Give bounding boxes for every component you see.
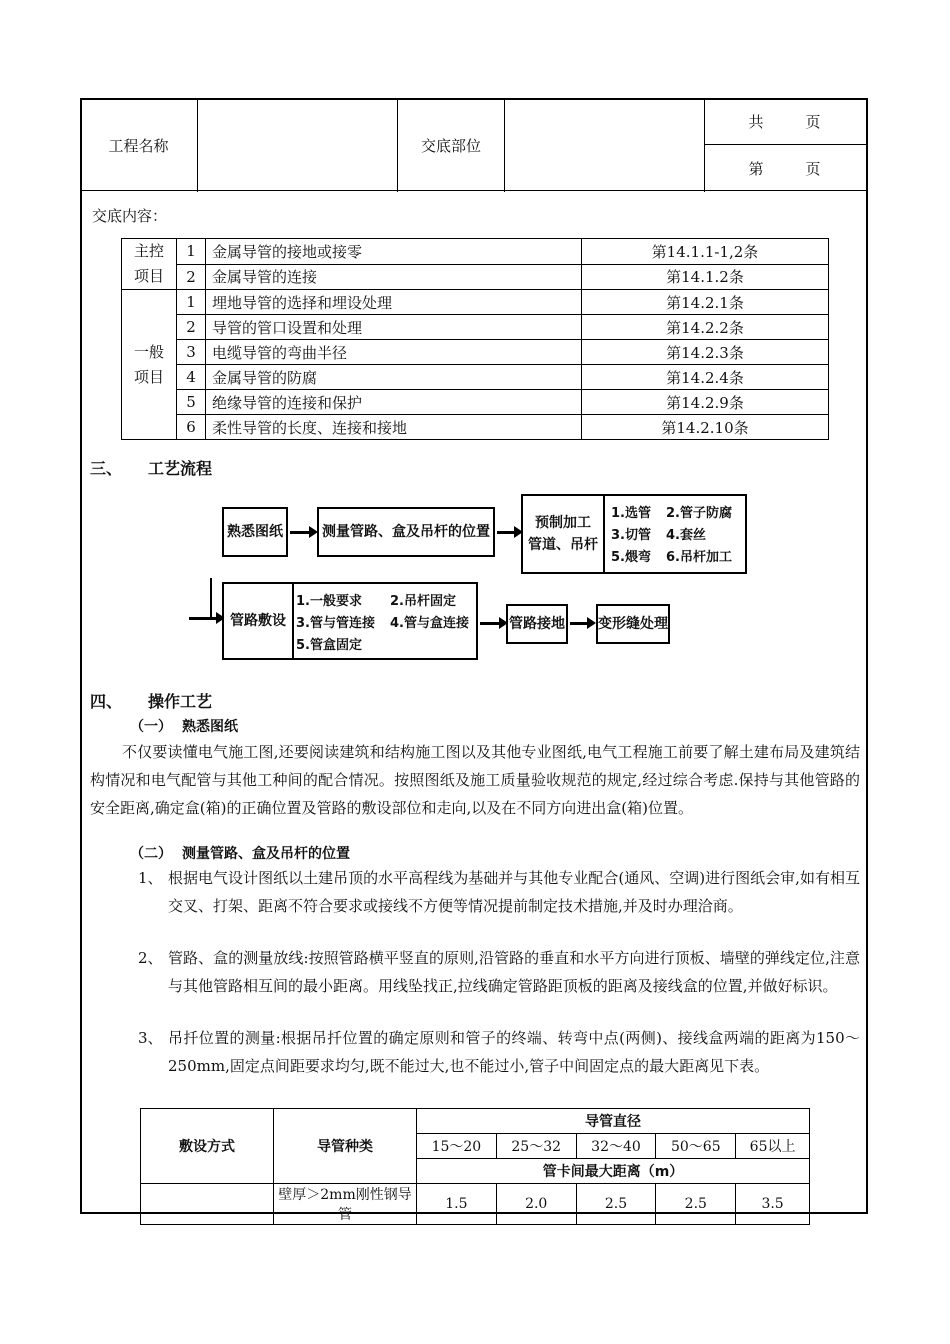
- item-ref: 第14.2.4条: [582, 365, 829, 390]
- value-cell: 2.5: [576, 1184, 656, 1225]
- subsection1-index: （一）: [130, 719, 172, 735]
- item-name: 金属导管的防腐: [206, 365, 582, 390]
- diameter-header: 导管直径: [417, 1109, 810, 1134]
- project-name-value: [198, 98, 398, 192]
- flow-box-measure: 测量管路、盒及吊杆的位置: [317, 507, 495, 557]
- general-category-line1: 一般: [133, 342, 164, 361]
- list-item: [138, 1024, 860, 1108]
- item-no: 6: [177, 415, 206, 440]
- table-row: [122, 264, 829, 290]
- general-category-line2: 项目: [133, 367, 164, 386]
- diameter-cell: 65以上: [736, 1134, 810, 1159]
- prefab-sub-2: 2.管子防腐: [666, 506, 732, 521]
- prefab-sub-6: 6.吊杆加工: [666, 550, 732, 565]
- step-number: 1、: [138, 869, 163, 887]
- item-ref: 第14.1.2条: [582, 264, 829, 290]
- prefab-sub-4: 4.套丝: [666, 528, 706, 543]
- item-ref: 第14.2.10条: [582, 415, 829, 440]
- main-category-line1: 主控: [133, 242, 164, 260]
- laying-sub-3: 3.管与管连接: [296, 616, 375, 631]
- step-number: 2、: [138, 949, 163, 967]
- item-no: 4: [177, 365, 206, 390]
- subsection1-title: 熟悉图纸: [182, 719, 238, 735]
- item-no: 5: [177, 390, 206, 415]
- section4-heading: [90, 689, 212, 712]
- flow-box-grounding: 管路接地: [506, 604, 568, 644]
- item-no: 2: [177, 315, 206, 340]
- arrow-icon: [570, 622, 588, 625]
- item-no: 1: [177, 290, 206, 315]
- project-name-label: 工程名称: [80, 98, 198, 192]
- prefab-title-line2: 管道、吊杆: [528, 537, 598, 553]
- item-no: 2: [177, 264, 206, 290]
- item-no: 1: [177, 239, 206, 265]
- arrow-icon: [290, 531, 310, 534]
- items-table: [121, 238, 829, 440]
- prefab-title: [523, 496, 605, 572]
- step-text: 根据电气设计图纸以土建吊顶的水平高程线为基础并与其他专业配合(通风、空调)进行图纸会审,如有相互交叉、打架、距离不符合要求或接线不方便等情况提前制定技术措施,并及时办理洽商。: [168, 869, 860, 915]
- table-row: [122, 290, 829, 315]
- prefab-title-line1: 预制加工: [535, 515, 591, 531]
- prefab-sub-1: 1.选管: [611, 506, 651, 521]
- flow-box-read-drawings: 熟悉图纸: [222, 507, 288, 557]
- total-label-a: 共: [748, 112, 766, 131]
- spacing-table: [140, 1108, 810, 1225]
- step-text: 吊扦位置的测量:根据吊扦位置的确定原则和管子的终端、转弯中点(两侧)、接线盒两端的距离为150～250mm,固定点间距要求均匀,既不能过大,也不能过小,管子中间固定点的最大距离见下表。: [168, 1029, 860, 1075]
- paragraph-read-drawings: 不仅要读懂电气施工图,还要阅读建筑和结构施工图以及其他专业图纸,电气工程施工前要了解土建布局及建筑结构情况和电气配管与其他工种间的配合情况。按照图纸及施工质量验收规范的规定,经过综合考虑.保持与其他管路的安全距离,确定盒(箱)的正确位置及管路的敷设部位和走向,以及在不同方向进出盒(箱)位置。: [90, 743, 860, 817]
- item-name: 导管的管口设置和处理: [206, 315, 582, 340]
- laying-sub-1: 1.一般要求: [296, 594, 362, 609]
- table-row: [141, 1109, 810, 1134]
- diameter-cell: 25～32: [496, 1134, 576, 1159]
- table-row: [122, 340, 829, 365]
- section4-title: 操作工艺: [148, 692, 213, 711]
- page-label-b: 页: [805, 159, 823, 178]
- item-name: 金属导管的连接: [206, 264, 582, 290]
- table-row: [122, 239, 829, 265]
- flow-box-deformation: 变形缝处理: [596, 604, 670, 644]
- table-row: [122, 415, 829, 440]
- value-cell: 2.0: [496, 1184, 576, 1225]
- part-value: [505, 98, 705, 192]
- connector-line: [210, 578, 212, 618]
- col-type-header: 导管种类: [274, 1109, 417, 1184]
- laying-sub-5: 5.管盒固定: [296, 638, 362, 653]
- item-name: 绝缘导管的连接和保护: [206, 390, 582, 415]
- diameter-cell: 15～20: [417, 1134, 497, 1159]
- section4-index: 四、: [90, 692, 123, 711]
- list-item: [138, 944, 860, 1028]
- current-page: [705, 145, 866, 191]
- content-label: 交底内容：: [92, 207, 168, 225]
- prefab-sub-5: 5.煨弯: [611, 550, 651, 565]
- distance-header: 管卡间最大距离（m）: [417, 1159, 810, 1184]
- item-no: 3: [177, 340, 206, 365]
- item-ref: 第14.2.1条: [582, 290, 829, 315]
- diameter-cell: 32～40: [576, 1134, 656, 1159]
- item-name: 金属导管的接地或接零: [206, 239, 582, 265]
- total-label-b: 页: [805, 112, 823, 131]
- part-label: 交底部位: [398, 98, 505, 192]
- subsection1-heading: [130, 716, 238, 736]
- method-cell: [141, 1184, 274, 1225]
- main-category: [122, 239, 177, 290]
- laying-sub-2: 2.吊杆固定: [390, 594, 456, 609]
- value-cell: 2.5: [656, 1184, 736, 1225]
- header-bottom-line: [80, 190, 868, 191]
- total-pages: [705, 98, 866, 144]
- item-name: 埋地导管的选择和埋设处理: [206, 290, 582, 315]
- subsection2-index: （二）: [130, 846, 172, 862]
- subsection2-title: 测量管路、盒及吊杆的位置: [182, 846, 350, 862]
- laying-sub-4: 4.管与盒连接: [390, 616, 469, 631]
- item-ref: 第14.2.3条: [582, 340, 829, 365]
- col-method-header: 敷设方式: [141, 1109, 274, 1184]
- value-cell: 1.5: [417, 1184, 497, 1225]
- page-label-a: 第: [748, 159, 766, 178]
- laying-title: 管路敷设: [224, 584, 294, 658]
- table-row: [122, 365, 829, 390]
- section3-index: 三、: [90, 459, 123, 478]
- section3-title: 工艺流程: [148, 459, 213, 478]
- list-item: [138, 864, 860, 948]
- step-text: 管路、盒的测量放线:按照管路横平竖直的原则,沿管路的垂直和水平方向进行顶板、墙壁的弹线定位,注意与其他管路相互间的最小距离。用线坠找正,拉线确定管路距顶板的距离及接线盒的位置,并做好标识。: [168, 949, 860, 995]
- general-category: [122, 290, 177, 440]
- prefab-sub-3: 3.切管: [611, 528, 651, 543]
- item-ref: 第14.2.2条: [582, 315, 829, 340]
- item-ref: 第14.1.1-1,2条: [582, 239, 829, 265]
- value-cell: 3.5: [736, 1184, 810, 1225]
- item-ref: 第14.2.9条: [582, 390, 829, 415]
- section3-heading: [90, 456, 212, 479]
- item-name: 电缆导管的弯曲半径: [206, 340, 582, 365]
- main-category-line2: 项目: [133, 267, 164, 285]
- arrow-icon: [189, 617, 217, 620]
- arrow-icon: [497, 531, 515, 534]
- header-row: [80, 98, 868, 192]
- step-number: 3、: [138, 1029, 163, 1047]
- arrow-icon: [480, 622, 500, 625]
- diameter-cell: 50～65: [656, 1134, 736, 1159]
- table-row: [122, 390, 829, 415]
- subsection2-heading: [130, 843, 350, 863]
- table-row: [141, 1184, 810, 1225]
- item-name: 柔性导管的长度、连接和接地: [206, 415, 582, 440]
- type-cell: 壁厚＞2mm刚性钢导管: [274, 1184, 417, 1225]
- table-row: [122, 315, 829, 340]
